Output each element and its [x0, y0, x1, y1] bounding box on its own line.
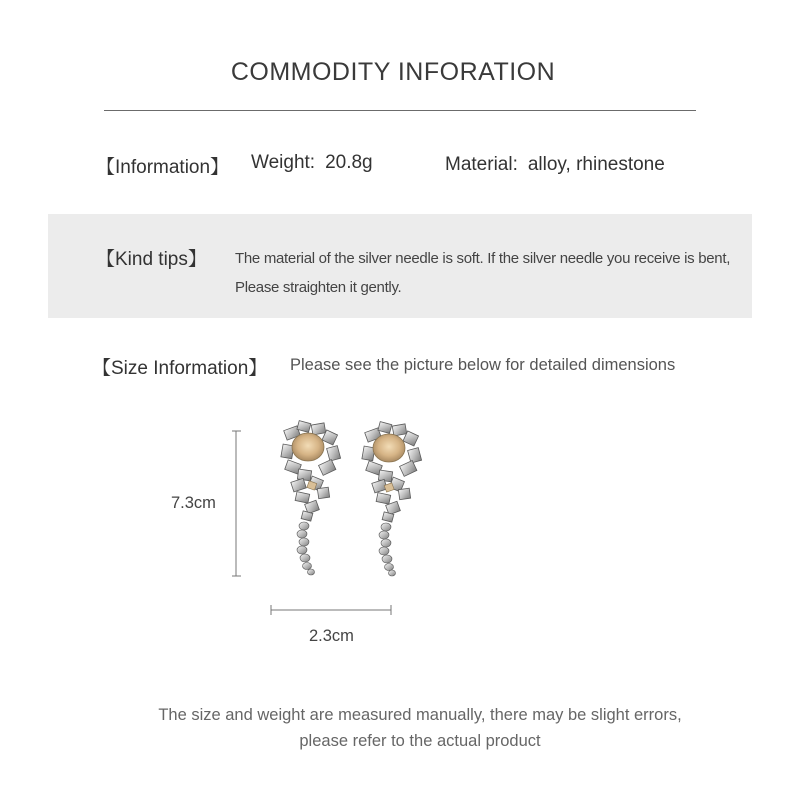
page-title: COMMODITY INFORATION	[230, 58, 556, 86]
weight-label: Weight:	[251, 152, 316, 173]
kind-tips-line-2: Please straighten it gently.	[235, 279, 402, 296]
material-label: Material:	[445, 154, 518, 175]
measurement-note-line-1: The size and weight are measured manually, there may be slight errors,	[158, 706, 682, 724]
measurement-note-line-2: please refer to the actual product	[299, 732, 541, 750]
right-earring-image	[362, 422, 422, 576]
height-dimension-label: 7.3cm	[171, 494, 216, 512]
width-dimension-label: 2.3cm	[309, 627, 354, 645]
weight-value: 20.8g	[325, 152, 373, 173]
height-dimension-line	[232, 431, 241, 576]
information-label: 【Information】	[96, 157, 230, 178]
size-information-label: 【Size Information】	[92, 358, 268, 379]
measurement-note	[120, 702, 720, 754]
kind-tips-line-1: The material of the silver needle is soft. If the silver needle you receive is bent,	[235, 250, 731, 267]
material-value: alloy, rhinestone	[527, 154, 665, 175]
left-earring-image	[281, 421, 341, 575]
kind-tips-label: 【Kind tips】	[96, 249, 207, 270]
width-dimension-line	[271, 605, 391, 615]
size-description: Please see the picture below for detailed dimensions	[290, 356, 676, 374]
